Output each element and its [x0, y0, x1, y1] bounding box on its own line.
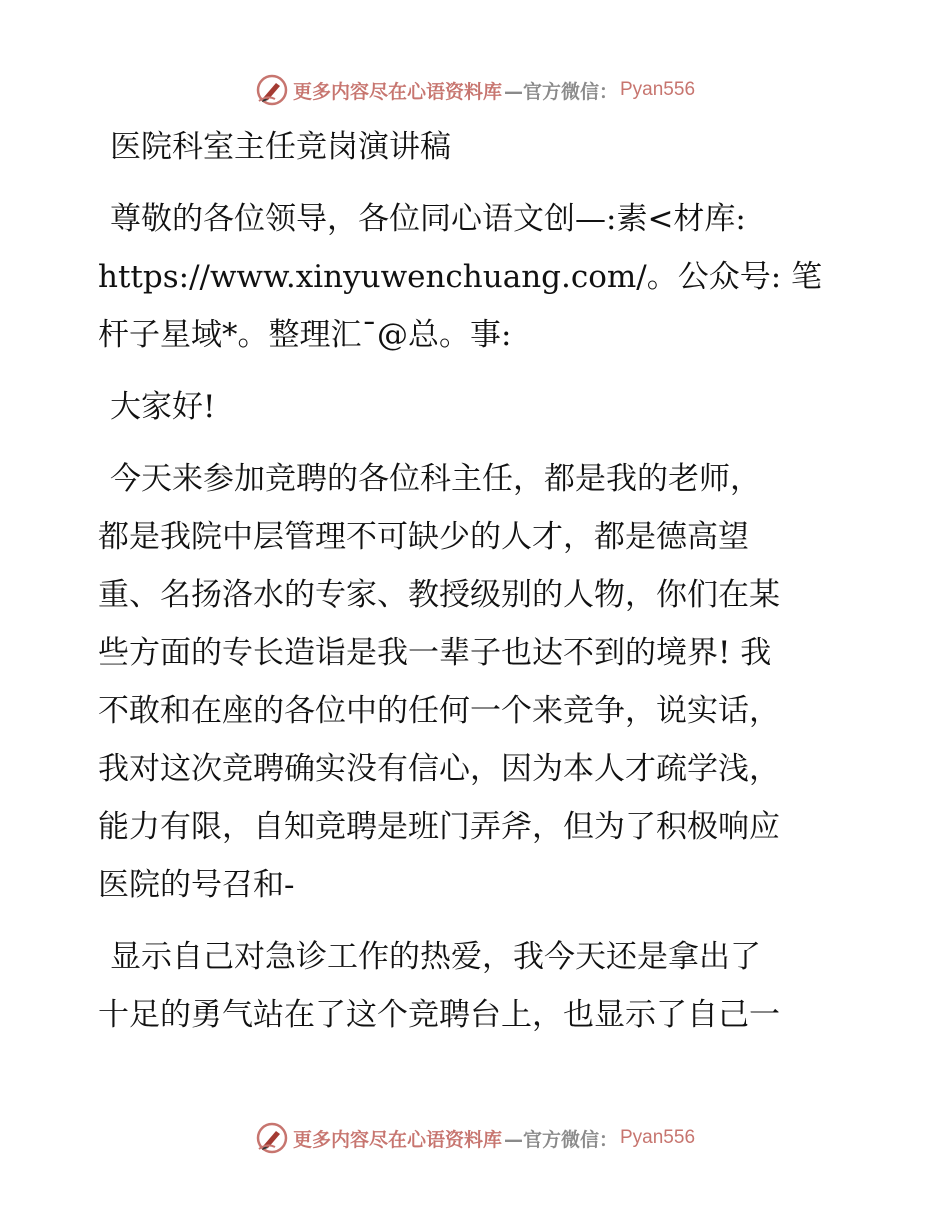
- pen-logo-icon: [255, 1121, 289, 1155]
- banner-main-text: 更多内容尽在心语资料库: [292, 80, 502, 103]
- footer-watermark: [0, 1118, 950, 1158]
- header-watermark: [0, 70, 950, 110]
- banner-dash-text: —官方微信：: [503, 80, 618, 103]
- paragraph-hello: 大家好!: [110, 389, 216, 425]
- banner-dash-text: —官方微信：: [503, 1128, 618, 1151]
- paragraph-greeting-header: 尊敬的各位领导，各位同心语文创—:素<材库: https://www.xinyuwenchuang.com/。公众号: 笔 杆子星域*。整理汇¯@总。事:: [98, 201, 823, 353]
- banner-main-text: 更多内容尽在心语资料库: [292, 1128, 502, 1151]
- paragraph-continuation: 显示自己对急诊工作的热爱，我今天还是拿出了 十足的勇气站在了这个竞聘台上，也显示了自己一: [98, 939, 780, 1033]
- document-body: [98, 118, 858, 1058]
- banner-wechat-id: Pyan556: [620, 79, 696, 100]
- paragraph-intro: 今天来参加竞聘的各位科主任，都是我的老师， 都是我院中层管理不可缺少的人才，都是德高望 重、名扬洛水的专家、教授级别的人物，你们在某 些方面的专长造诣是我一辈子也达不到的境界! 我 不敢和在座的各位中的任何一个来竞争，说实话， 我对这次竞聘确实没有信心，因为本人才疏学浅， 能力有限，自知竞聘是班门弄斧，但为了积极响应 医院的号召和-: [98, 461, 780, 903]
- document-title: 医院科室主任竞岗演讲稿: [110, 129, 451, 165]
- banner-wechat-id: Pyan556: [620, 1127, 696, 1148]
- pen-logo-icon: [255, 73, 289, 107]
